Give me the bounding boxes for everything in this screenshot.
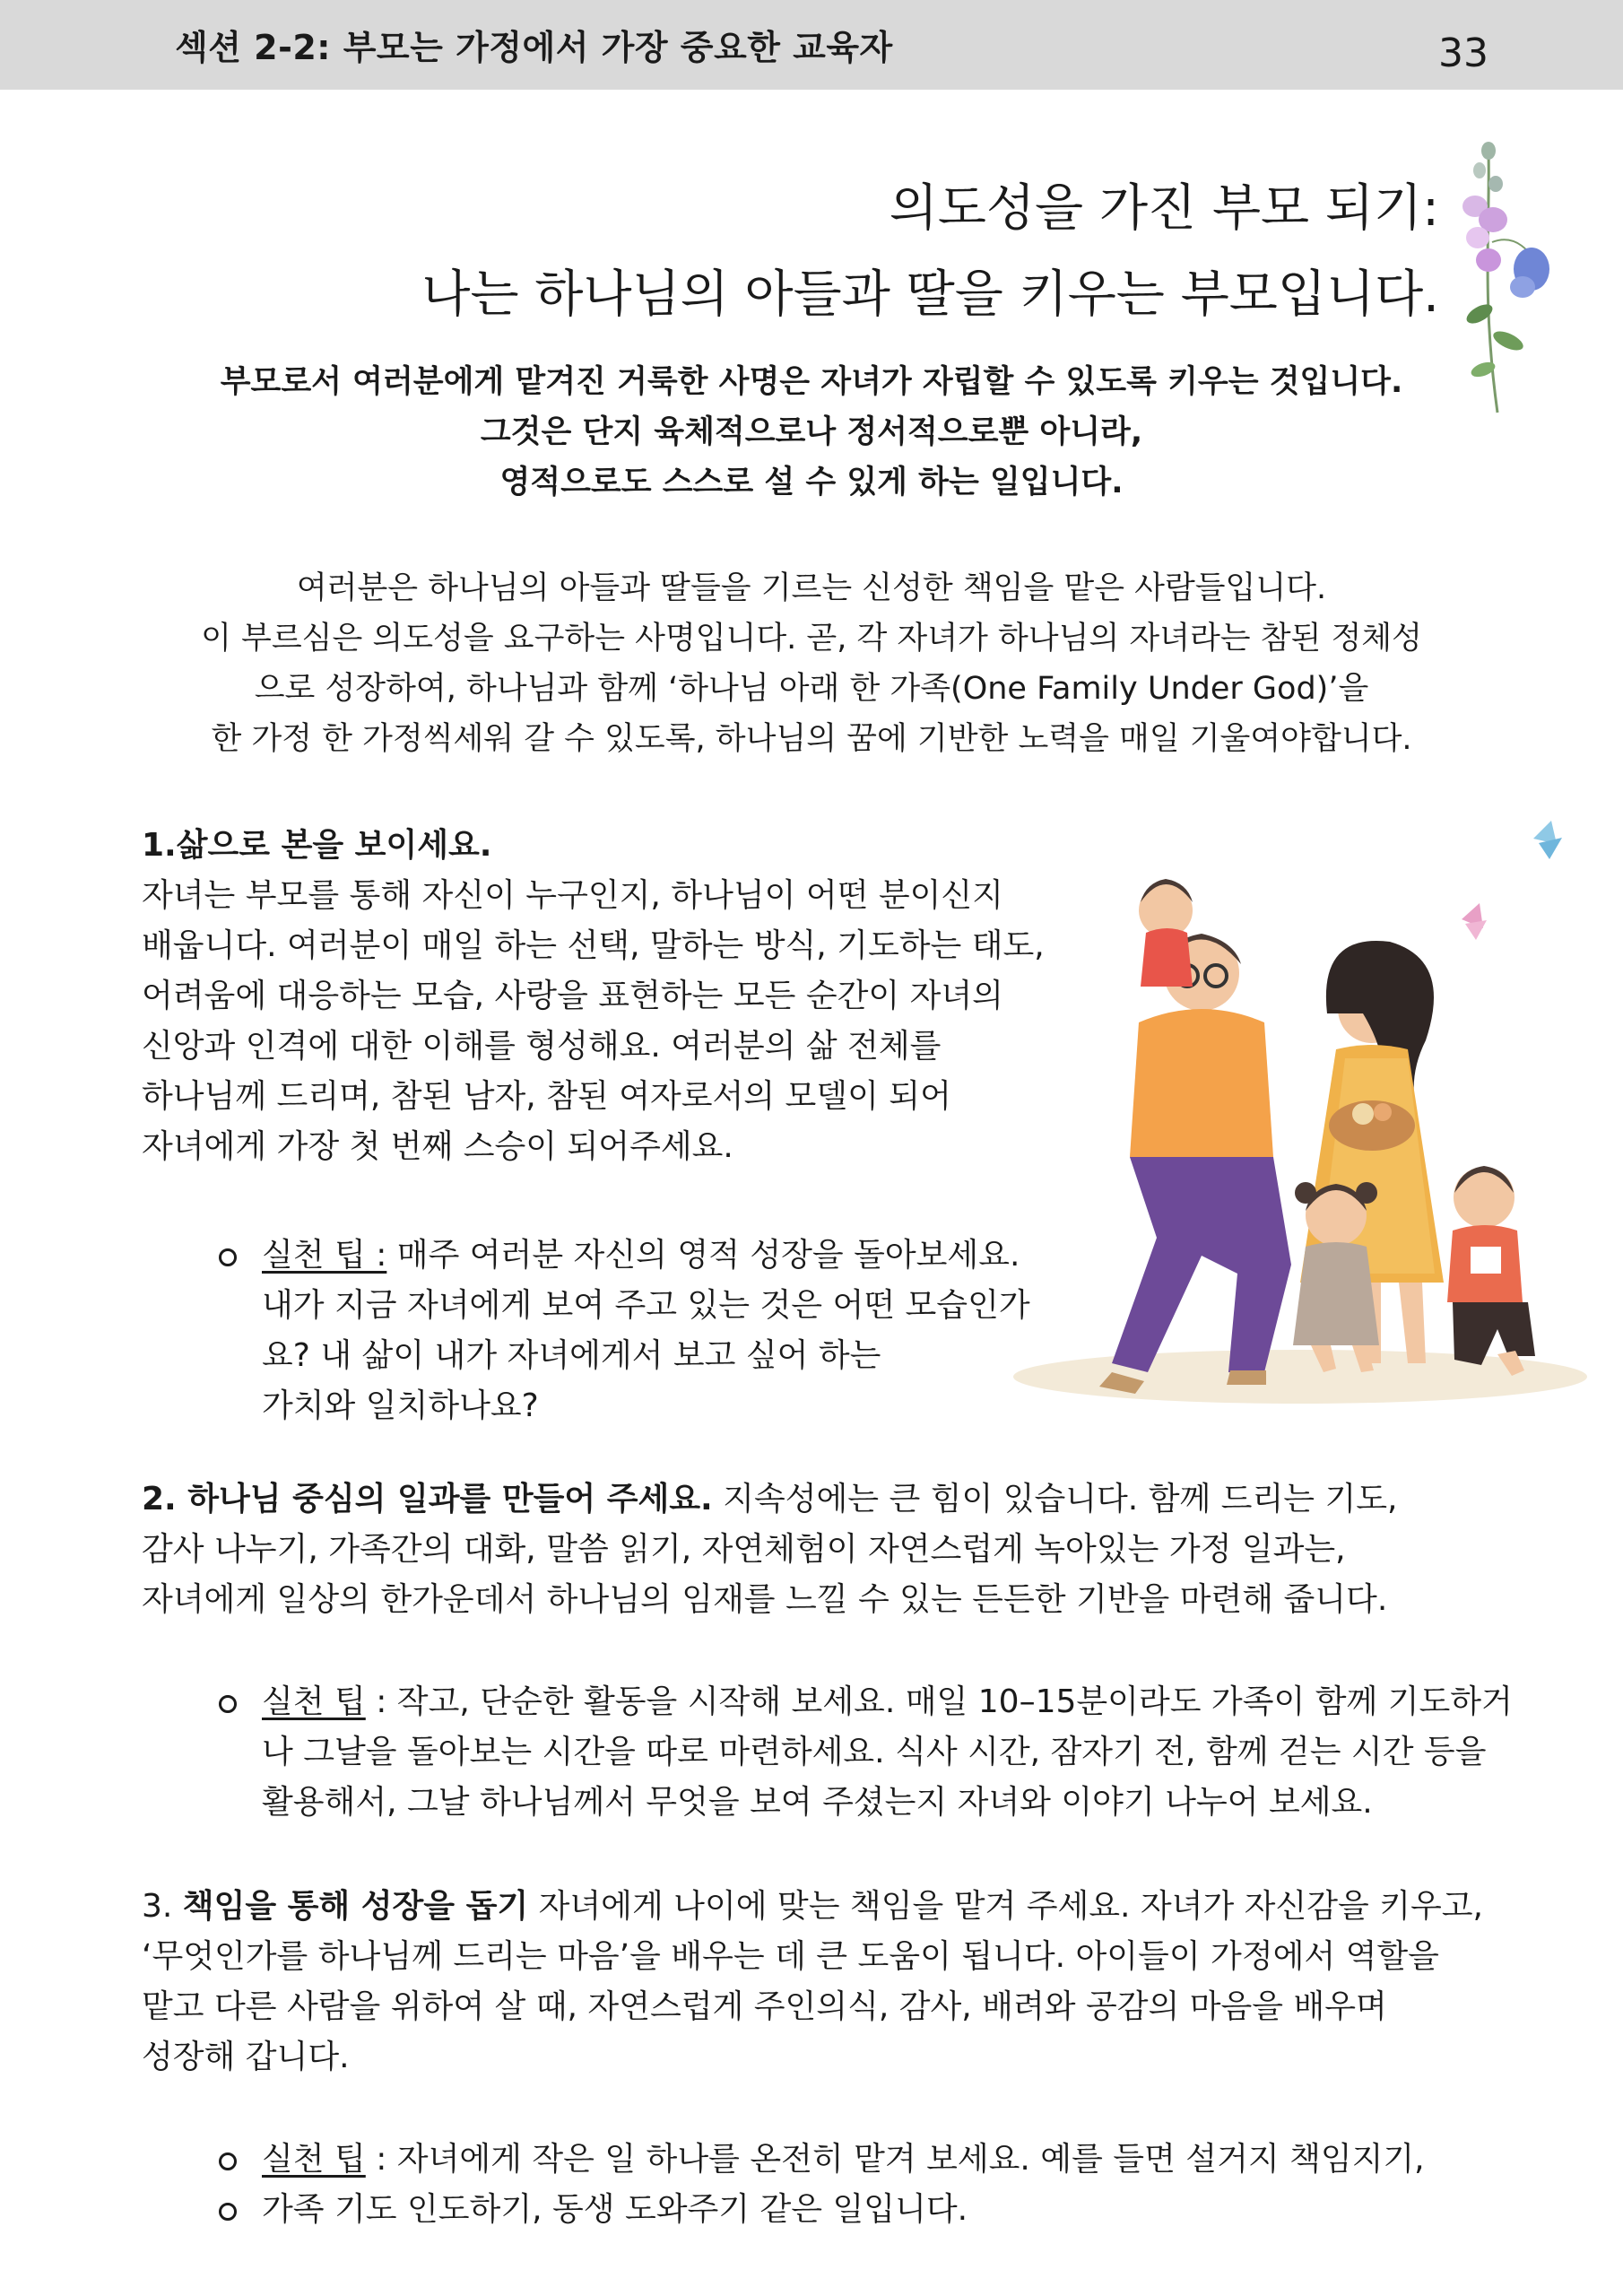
section-3-text: 자녀에게 나이에 맞는 책임을 맡겨 주세요. 자녀가 자신감을 키우고, bbox=[528, 1888, 1484, 1925]
intro-line: 부모로서 여러분에게 맡겨진 거룩한 사명은 자녀가 자립할 수 있도록 키우는 것입니다. bbox=[220, 364, 1403, 400]
bullet-circle-icon bbox=[219, 2152, 237, 2170]
tip-line: 요? 내 삶이 내가 자녀에게서 보고 싶어 하는 bbox=[262, 1337, 881, 1374]
section-1-heading: 1.삶으로 본을 보이세요. bbox=[142, 827, 492, 864]
bullet-circle-icon bbox=[219, 2203, 237, 2221]
page-title bbox=[184, 166, 1439, 338]
section-title: 섹션 2-2: 부모는 가정에서 가장 중요한 교육자 bbox=[175, 28, 893, 67]
section-3-heading: 책임을 통해 성장을 돕기 bbox=[182, 1888, 529, 1925]
section-3-line: 맡고 다른 사람을 위하여 살 때, 자연스럽게 주인의식, 감사, 배려와 공감의 마음을 배우며 bbox=[142, 1988, 1387, 2025]
tip-text: 매주 여러분 자신의 영적 성장을 돌아보세요. bbox=[386, 1237, 1020, 1274]
section-2-line: 감사 나누기, 가족간의 대화, 말씀 읽기, 자연체험이 자연스럽게 녹아있는 가정 일과는, bbox=[142, 1531, 1346, 1568]
section-3-tip bbox=[219, 2135, 1425, 2185]
bullet-circle-icon bbox=[219, 1248, 237, 1266]
tip-text: : 자녀에게 작은 일 하나를 온전히 맡겨 보세요. 예를 들면 설거지 책임지기, bbox=[365, 2141, 1425, 2178]
tip-line: 활용해서, 그날 하나님께서 무엇을 보여 주셨는지 자녀와 이야기 나누어 보세요. bbox=[262, 1784, 1373, 1821]
tip-line: 가치와 일치하나요? bbox=[262, 1387, 539, 1424]
section-3-line: ‘무엇인가를 하나님께 드리는 마음’을 배우는 데 큰 도움이 됩니다. 아이들이 가정에서 역할을 bbox=[142, 1938, 1439, 1975]
tip-line: 나 그날을 돌아보는 시간을 따로 마련하세요. 식사 시간, 잠자기 전, 함께 걷는 시간 등을 bbox=[262, 1734, 1487, 1770]
section-2-tip bbox=[219, 1677, 1513, 1828]
calling-paragraph bbox=[0, 563, 1623, 764]
calling-line: 한 가정 한 가정씩세워 갈 수 있도록, 하나님의 꿈에 기반한 노력을 매일 기울여야합니다. bbox=[211, 721, 1412, 757]
intro-paragraph bbox=[0, 357, 1623, 508]
tip-line: 내가 지금 자녀에게 보여 주고 있는 것은 어떤 모습인가 bbox=[262, 1287, 1030, 1324]
tip-label: 실천 팁 bbox=[262, 2141, 366, 2178]
section-1 bbox=[142, 821, 1045, 1172]
section-1-line: 자녀는 부모를 통해 자신이 누구인지, 하나님이 어떤 분이신지 bbox=[142, 877, 1003, 914]
section-3-tip-2 bbox=[219, 2185, 968, 2235]
intro-line: 영적으로도 스스로 설 수 있게 하는 일입니다. bbox=[499, 465, 1124, 500]
tip-label: 실천 팁 : bbox=[262, 1237, 387, 1274]
header-bar bbox=[0, 0, 1623, 90]
section-1-tip bbox=[219, 1231, 1030, 1431]
title-line-1: 의도성을 가진 부모 되기: bbox=[889, 179, 1439, 238]
page-number: 33 bbox=[1438, 30, 1488, 76]
title-line-2: 나는 하나님의 아들과 딸을 키우는 부모입니다. bbox=[421, 265, 1439, 324]
family-illustration bbox=[995, 816, 1596, 1417]
section-1-line: 신앙과 인격에 대한 이해를 형성해요. 여러분의 삶 전체를 bbox=[142, 1028, 942, 1065]
tip-label: 실천 팁 bbox=[262, 1683, 366, 1720]
calling-line: 으로 성장하여, 하나님과 함께 ‘하나님 아래 한 가족(One Family Under God)’을 bbox=[254, 671, 1369, 707]
tip-line: 가족 기도 인도하기, 동생 도와주기 같은 일입니다. bbox=[262, 2191, 968, 2228]
calling-line: 여러분은 하나님의 아들과 딸들을 기르는 신성한 책임을 맡은 사람들입니다. bbox=[296, 570, 1327, 606]
intro-line: 그것은 단지 육체적으로나 정서적으로뿐 아니라, bbox=[480, 414, 1143, 450]
section-1-line: 어려움에 대응하는 모습, 사랑을 표현하는 모든 순간이 자녀의 bbox=[142, 978, 1003, 1014]
section-3 bbox=[142, 1882, 1483, 2083]
section-1-line: 배웁니다. 여러분이 매일 하는 선택, 말하는 방식, 기도하는 태도, bbox=[142, 927, 1045, 964]
section-1-line: 하나님께 드리며, 참된 남자, 참된 여자로서의 모델이 되어 bbox=[142, 1078, 951, 1115]
section-1-line: 자녀에게 가장 첫 번째 스승이 되어주세요. bbox=[142, 1128, 733, 1165]
section-2 bbox=[142, 1474, 1397, 1625]
bullet-circle-icon bbox=[219, 1695, 237, 1713]
section-2-line: 자녀에게 일상의 한가운데서 하나님의 임재를 느낄 수 있는 든든한 기반을 마련해 줍니다. bbox=[142, 1581, 1388, 1618]
section-3-number: 3. bbox=[142, 1888, 183, 1925]
section-3-line: 성장해 갑니다. bbox=[142, 2039, 350, 2075]
calling-line: 이 부르심은 의도성을 요구하는 사명입니다. 곧, 각 자녀가 하나님의 자녀라는 참된 정체성 bbox=[201, 621, 1422, 657]
tip-text: : 작고, 단순한 활동을 시작해 보세요. 매일 10–15분이라도 가족이 함께 기도하거 bbox=[365, 1683, 1513, 1720]
section-2-heading: 2. 하나님 중심의 일과를 만들어 주세요. bbox=[142, 1481, 713, 1518]
section-2-text: 지속성에는 큰 힘이 있습니다. 함께 드리는 기도, bbox=[712, 1481, 1398, 1518]
